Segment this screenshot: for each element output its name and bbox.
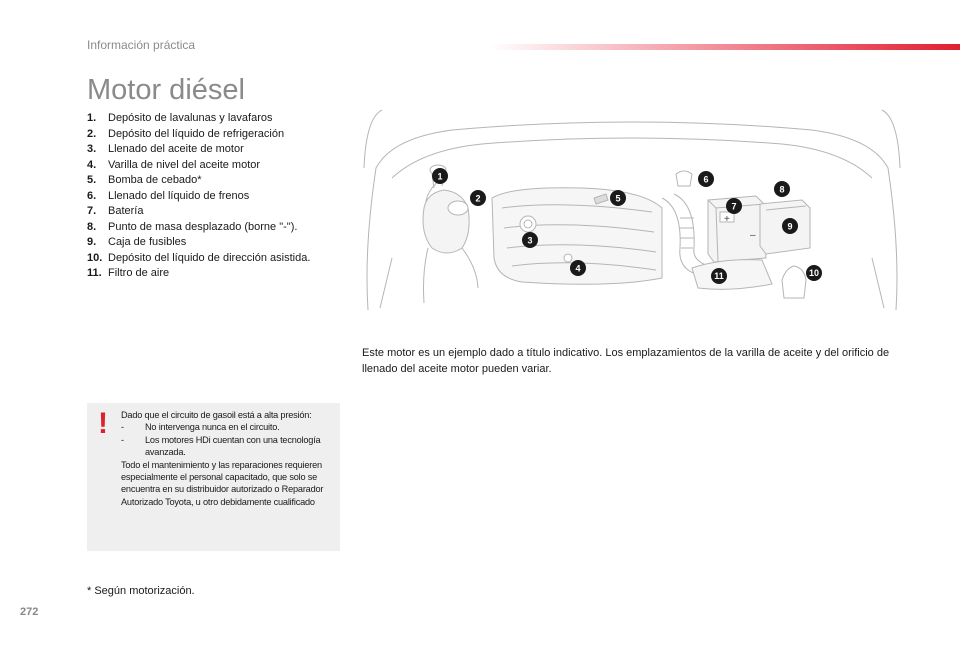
warning-item-text: No intervenga nunca en el circuito. [145,422,280,433]
list-item [87,235,347,251]
warning-box [87,403,340,551]
list-item [87,173,347,189]
warning-item-text: Los motores HDi cuentan con una tecnología avanzada. [145,434,321,458]
diagram-caption: Este motor es un ejemplo dado a título indicativo. Los emplazamientos de la varilla de aceite y del orificio de llenado del aceite motor pueden variar. [362,347,890,375]
item-text: Filtro de aire [108,267,170,279]
svg-text:7: 7 [731,201,737,212]
dash-bullet: - [121,422,124,433]
warning-intro: Dado que el circuito de gasoil está a alta presión: [121,410,312,420]
svg-text:6: 6 [703,174,709,185]
item-text: Batería [108,205,144,217]
item-number: 2. [87,127,97,140]
battery-minus-label: – [750,230,756,241]
item-text: Llenado del líquido de frenos [108,189,250,202]
callout-badge-2 [470,190,486,206]
callout-badge-1 [432,168,448,184]
item-text: Depósito del líquido de refrigeración [108,127,285,140]
callout-badge-4 [570,260,586,276]
section-label: Información práctica [87,38,196,52]
svg-text:10: 10 [808,268,820,278]
svg-text:9: 9 [787,221,793,232]
component-legend [87,111,347,282]
item-text: Punto de masa desplazado (borne "-"). [108,220,298,233]
engine-bay-diagram [362,108,902,314]
svg-text:1: 1 [437,171,443,182]
footnote: * Según motorización. [87,585,195,597]
item-text: Depósito del líquido de dirección asistida. [108,251,311,264]
list-item [87,220,347,236]
exclamation-icon: ! [98,407,108,440]
dash-bullet: - [121,434,124,445]
svg-text:4: 4 [575,263,581,274]
svg-text:8: 8 [779,184,785,195]
item-number: 7. [87,205,97,217]
item-text: Varilla de nivel del aceite motor [108,158,261,171]
list-item [87,189,347,205]
svg-text:5: 5 [615,193,621,204]
battery-plus-label: + [724,214,730,225]
list-item [87,204,347,220]
item-text: Bomba de cebado* [108,174,202,186]
callout-badge-3 [522,232,538,248]
item-number: 8. [87,220,97,233]
callout-badge-5 [610,190,626,206]
callout-badge-10 [806,265,822,281]
callout-badge-7 [726,198,742,214]
page-title: Motor diésel [87,74,245,106]
list-item [87,266,347,282]
list-item [87,251,347,267]
item-number: 4. [87,158,97,171]
header-accent-bar [490,44,960,50]
warning-list-item [121,434,337,459]
callout-badge-11 [711,268,727,284]
item-number: 5. [87,174,97,186]
item-number: 10. [87,251,103,264]
item-text: Depósito de lavalunas y lavafaros [108,112,273,124]
list-item [87,142,347,158]
item-number: 1. [87,112,97,124]
item-number: 9. [87,236,97,248]
page-number: 272 [20,606,39,618]
warning-list-item [121,421,337,433]
svg-text:11: 11 [714,271,724,281]
list-item [87,127,347,143]
callout-badge-6 [698,171,714,187]
callout-badge-8 [774,181,790,197]
warning-text [121,409,337,508]
svg-text:3: 3 [527,235,533,246]
list-item [87,111,347,127]
item-text: Caja de fusibles [108,236,187,248]
item-number: 11. [87,267,102,279]
svg-text:2: 2 [475,193,481,204]
item-number: 6. [87,189,97,202]
warning-outro: Todo el mantenimiento y las reparaciones requieren especialmente el personal capacitado, que solo se encuentra en su distribuidor autorizado o Reparador Autorizado Toyota, u otro debidamente cualificado [121,459,324,507]
item-text: Llenado del aceite de motor [108,143,244,155]
item-number: 3. [87,143,97,155]
list-item [87,158,347,174]
callout-badge-9 [782,218,798,234]
